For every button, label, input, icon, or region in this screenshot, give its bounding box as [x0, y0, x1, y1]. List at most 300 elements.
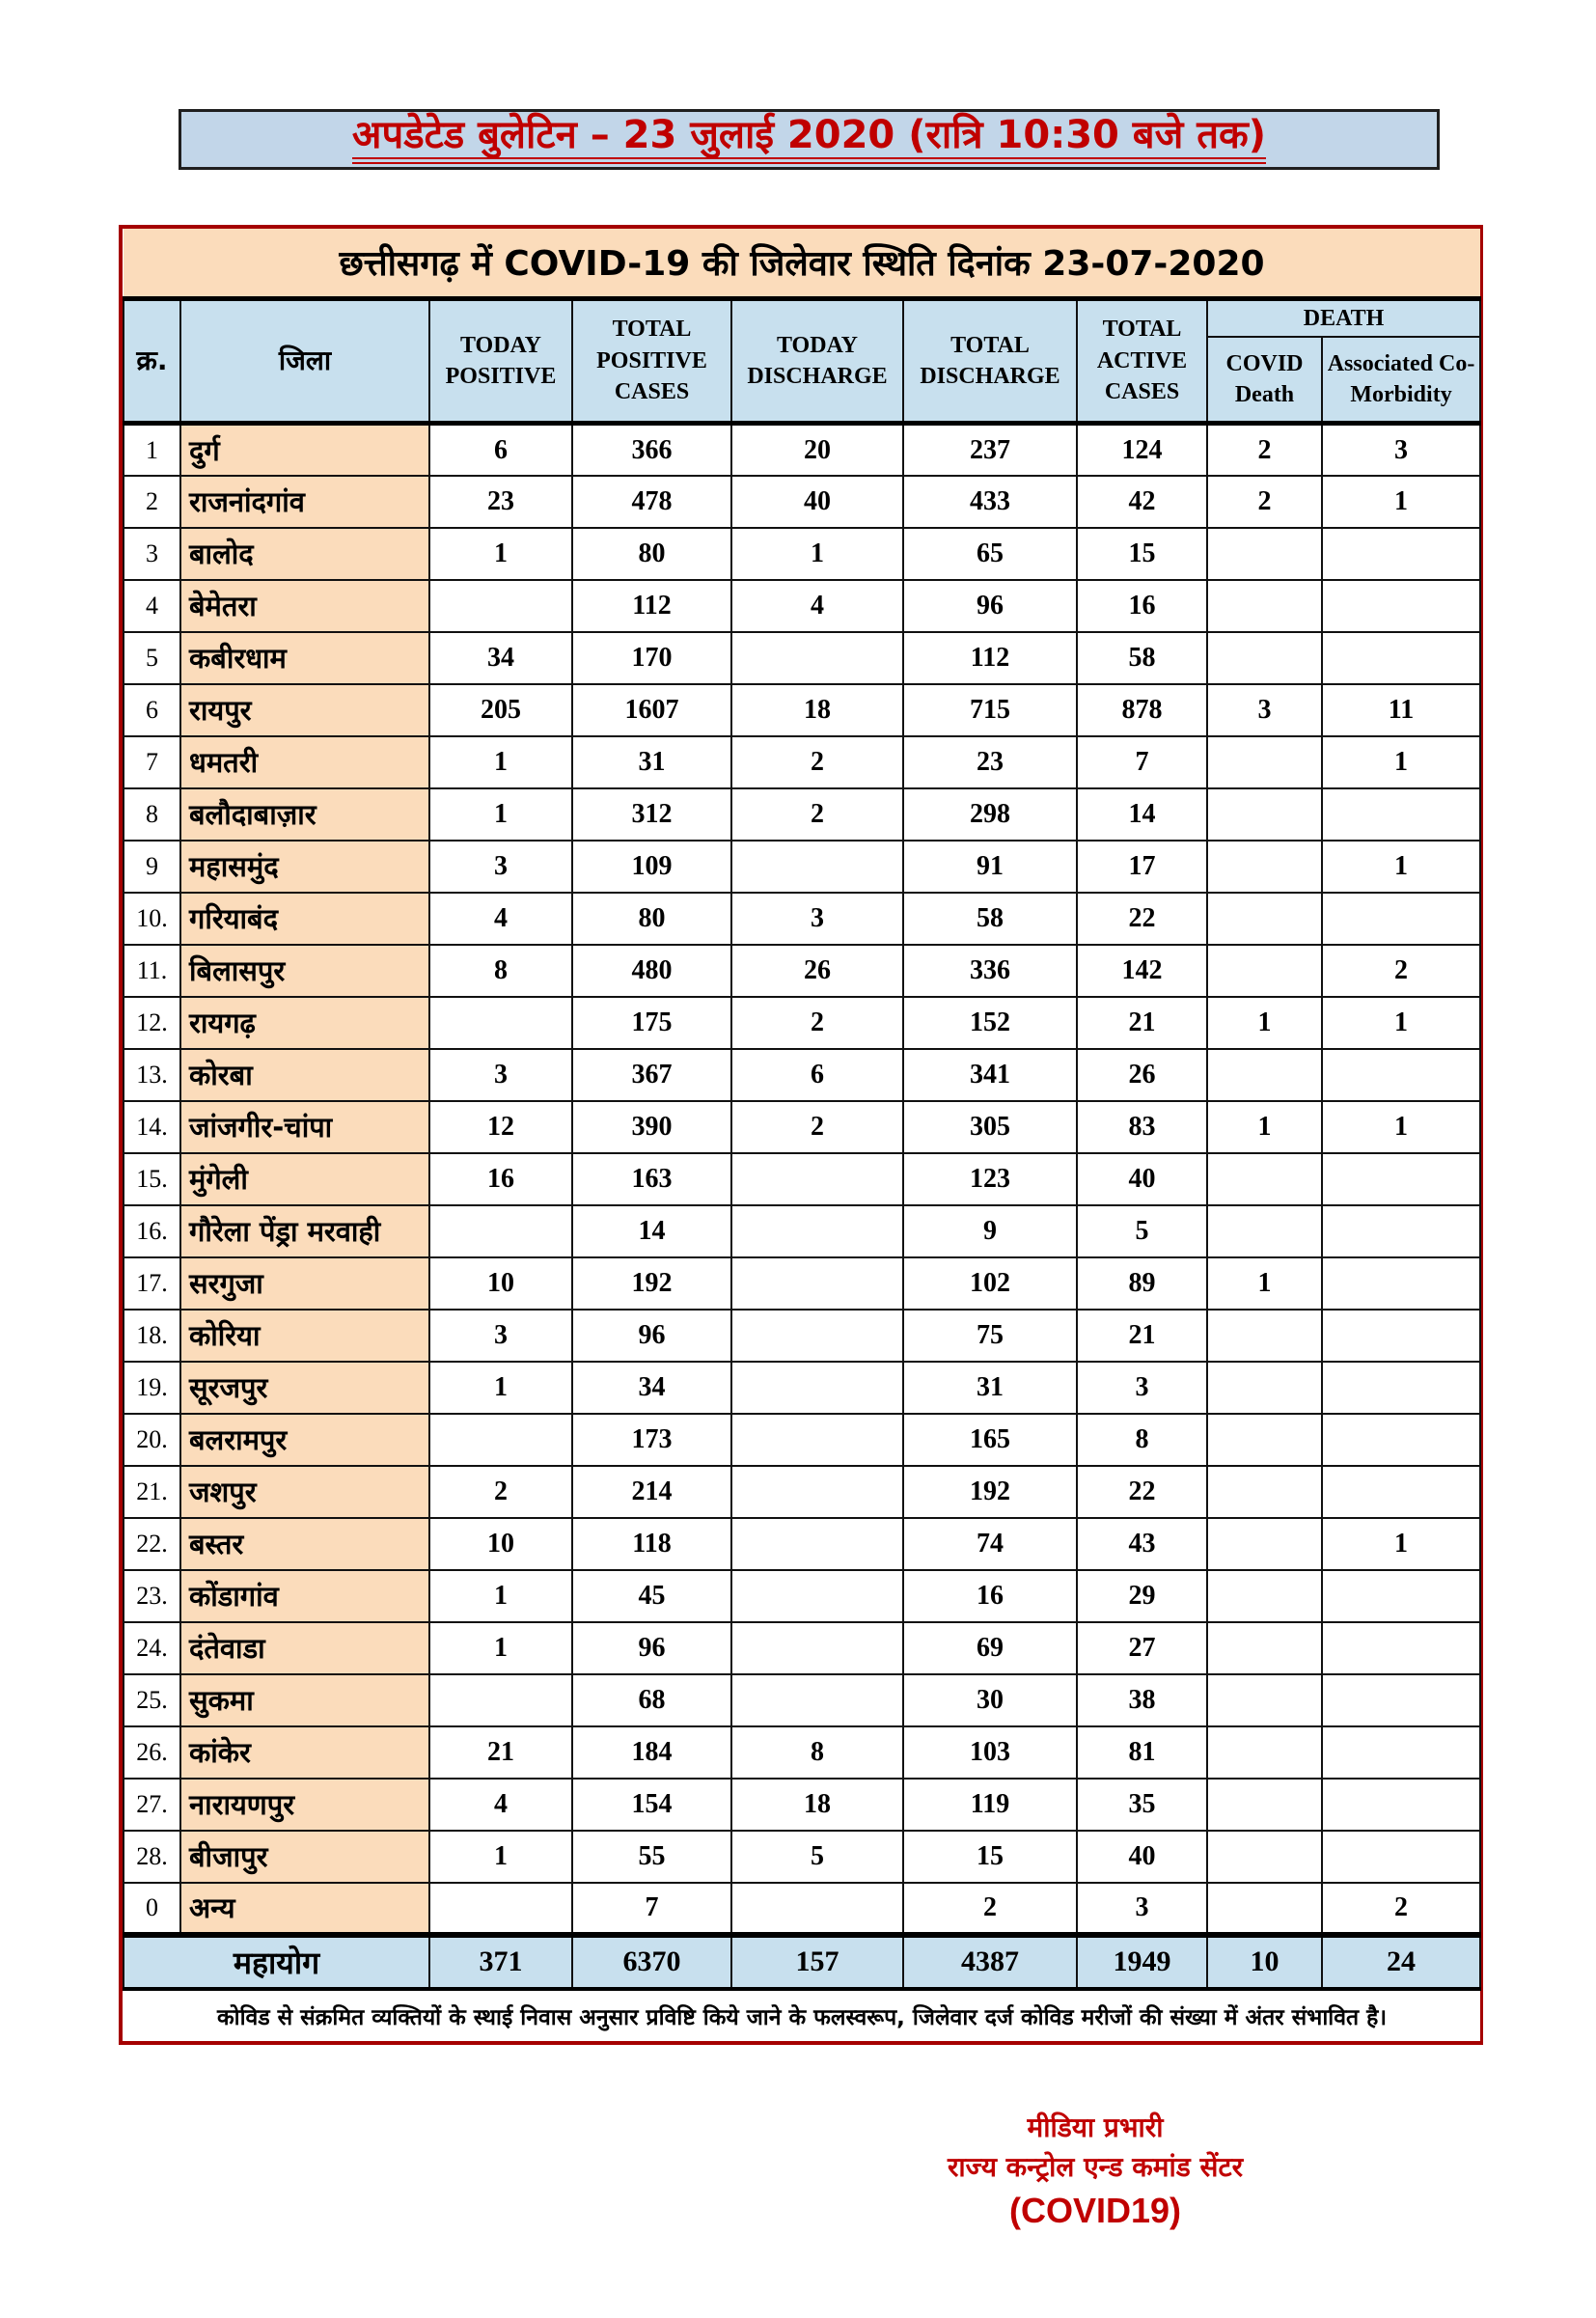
signature-line-1: मीडिया प्रभारी	[1027, 2111, 1164, 2143]
value-cell: 1	[429, 1622, 572, 1674]
value-cell: 68	[572, 1674, 731, 1726]
serial-cell: 21.	[124, 1466, 180, 1518]
value-cell: 7	[572, 1883, 731, 1935]
value-cell: 1	[1322, 841, 1480, 893]
value-cell: 1	[429, 788, 572, 841]
value-cell: 96	[903, 580, 1077, 632]
value-cell	[1207, 1726, 1322, 1779]
total-value: 157	[731, 1935, 903, 1989]
signature-line-2: राज्य कन्ट्रोल एन्ड कमांड सेंटर	[947, 2150, 1244, 2183]
value-cell: 1	[429, 528, 572, 580]
table-row	[124, 997, 1480, 1049]
value-cell: 3	[1207, 684, 1322, 736]
serial-cell: 11.	[124, 945, 180, 997]
value-cell	[1207, 1622, 1322, 1674]
value-cell: 8	[731, 1726, 903, 1779]
table-row	[124, 1362, 1480, 1414]
value-cell	[731, 1518, 903, 1570]
serial-cell: 23.	[124, 1570, 180, 1622]
value-cell: 154	[572, 1779, 731, 1831]
value-cell: 163	[572, 1153, 731, 1205]
value-cell	[731, 1153, 903, 1205]
value-cell: 58	[903, 893, 1077, 945]
value-cell: 3	[1077, 1362, 1207, 1414]
value-cell	[731, 1883, 903, 1935]
value-cell: 21	[1077, 1310, 1207, 1362]
value-cell: 83	[1077, 1101, 1207, 1153]
value-cell: 3	[429, 1310, 572, 1362]
value-cell: 23	[903, 736, 1077, 788]
col-total-positive: TOTAL POSITIVE CASES	[572, 298, 731, 424]
value-cell: 478	[572, 476, 731, 528]
value-cell: 124	[1077, 424, 1207, 476]
table-row	[124, 1153, 1480, 1205]
value-cell: 4	[429, 1779, 572, 1831]
table-heading-row	[124, 229, 1480, 298]
table-row	[124, 1414, 1480, 1466]
value-cell: 390	[572, 1101, 731, 1153]
value-cell: 91	[903, 841, 1077, 893]
value-cell: 1	[1322, 476, 1480, 528]
value-cell	[1322, 1570, 1480, 1622]
value-cell	[1207, 1049, 1322, 1101]
value-cell: 103	[903, 1726, 1077, 1779]
value-cell: 34	[429, 632, 572, 684]
district-cell: रायपुर	[180, 684, 429, 736]
serial-cell: 12.	[124, 997, 180, 1049]
value-cell	[1207, 1570, 1322, 1622]
district-cell: बलौदाबाज़ार	[180, 788, 429, 841]
value-cell	[1322, 1779, 1480, 1831]
district-cell: बेमेतरा	[180, 580, 429, 632]
value-cell	[1207, 893, 1322, 945]
value-cell: 1	[1207, 997, 1322, 1049]
serial-cell: 1	[124, 424, 180, 476]
table-row	[124, 945, 1480, 997]
col-total-active: TOTAL ACTIVE CASES	[1077, 298, 1207, 424]
value-cell	[731, 1622, 903, 1674]
district-cell: राजनांदगांव	[180, 476, 429, 528]
total-value: 24	[1322, 1935, 1480, 1989]
value-cell	[429, 1205, 572, 1257]
value-cell: 14	[1077, 788, 1207, 841]
value-cell: 192	[903, 1466, 1077, 1518]
value-cell	[1207, 1362, 1322, 1414]
table-row	[124, 1518, 1480, 1570]
serial-cell: 22.	[124, 1518, 180, 1570]
table-row	[124, 476, 1480, 528]
value-cell: 65	[903, 528, 1077, 580]
value-cell	[1322, 1362, 1480, 1414]
table-row	[124, 424, 1480, 476]
value-cell: 96	[572, 1622, 731, 1674]
value-cell: 205	[429, 684, 572, 736]
value-cell: 10	[429, 1518, 572, 1570]
value-cell: 16	[1077, 580, 1207, 632]
serial-cell: 19.	[124, 1362, 180, 1414]
district-cell: बिलासपुर	[180, 945, 429, 997]
serial-cell: 7	[124, 736, 180, 788]
table-row	[124, 528, 1480, 580]
value-cell	[1207, 1831, 1322, 1883]
value-cell: 341	[903, 1049, 1077, 1101]
value-cell: 2	[731, 788, 903, 841]
value-cell	[1207, 580, 1322, 632]
value-cell	[1322, 1257, 1480, 1310]
value-cell: 152	[903, 997, 1077, 1049]
value-cell: 6	[429, 424, 572, 476]
value-cell: 42	[1077, 476, 1207, 528]
value-cell: 21	[1077, 997, 1207, 1049]
value-cell: 26	[1077, 1049, 1207, 1101]
table-row	[124, 1674, 1480, 1726]
serial-cell: 5	[124, 632, 180, 684]
table-row	[124, 1726, 1480, 1779]
value-cell	[1322, 1205, 1480, 1257]
col-comorbidity: Associated Co-Morbidity	[1322, 337, 1480, 424]
value-cell: 29	[1077, 1570, 1207, 1622]
value-cell: 10	[429, 1257, 572, 1310]
value-cell: 1	[1322, 736, 1480, 788]
value-cell: 96	[572, 1310, 731, 1362]
table-row	[124, 684, 1480, 736]
value-cell: 69	[903, 1622, 1077, 1674]
serial-cell: 15.	[124, 1153, 180, 1205]
value-cell: 2	[1207, 424, 1322, 476]
value-cell: 40	[731, 476, 903, 528]
district-cell: गरियाबंद	[180, 893, 429, 945]
value-cell: 1	[429, 736, 572, 788]
value-cell	[1322, 1153, 1480, 1205]
value-cell: 480	[572, 945, 731, 997]
table-row	[124, 1779, 1480, 1831]
value-cell: 12	[429, 1101, 572, 1153]
serial-cell: 9	[124, 841, 180, 893]
value-cell: 81	[1077, 1726, 1207, 1779]
value-cell	[1207, 736, 1322, 788]
value-cell: 80	[572, 893, 731, 945]
value-cell: 23	[429, 476, 572, 528]
value-cell: 336	[903, 945, 1077, 997]
table-row	[124, 893, 1480, 945]
serial-cell: 14.	[124, 1101, 180, 1153]
value-cell	[429, 1883, 572, 1935]
value-cell	[731, 841, 903, 893]
value-cell: 2	[731, 997, 903, 1049]
value-cell: 366	[572, 424, 731, 476]
serial-cell: 6	[124, 684, 180, 736]
district-cell: धमतरी	[180, 736, 429, 788]
value-cell: 298	[903, 788, 1077, 841]
value-cell	[731, 1310, 903, 1362]
value-cell: 4	[429, 893, 572, 945]
value-cell: 27	[1077, 1622, 1207, 1674]
district-cell: बालोद	[180, 528, 429, 580]
value-cell: 1	[429, 1362, 572, 1414]
total-row	[124, 1935, 1480, 1989]
value-cell: 184	[572, 1726, 731, 1779]
total-value: 4387	[903, 1935, 1077, 1989]
district-cell: कांकेर	[180, 1726, 429, 1779]
value-cell	[731, 1466, 903, 1518]
value-cell: 75	[903, 1310, 1077, 1362]
serial-cell: 18.	[124, 1310, 180, 1362]
value-cell: 1	[1322, 1101, 1480, 1153]
value-cell: 26	[731, 945, 903, 997]
value-cell	[731, 1205, 903, 1257]
value-cell: 1	[1322, 1518, 1480, 1570]
table-row	[124, 1831, 1480, 1883]
total-value: 371	[429, 1935, 572, 1989]
value-cell: 31	[572, 736, 731, 788]
district-cell: बलरामपुर	[180, 1414, 429, 1466]
header-row-1	[124, 298, 1480, 337]
value-cell	[1207, 1310, 1322, 1362]
col-today-positive: TODAY POSITIVE	[429, 298, 572, 424]
total-value: 6370	[572, 1935, 731, 1989]
value-cell: 1	[731, 528, 903, 580]
value-cell	[1207, 1883, 1322, 1935]
value-cell: 15	[1077, 528, 1207, 580]
value-cell	[1322, 1622, 1480, 1674]
value-cell: 2	[1207, 476, 1322, 528]
total-value: 10	[1207, 1935, 1322, 1989]
table-row	[124, 1570, 1480, 1622]
value-cell: 16	[429, 1153, 572, 1205]
value-cell: 312	[572, 788, 731, 841]
district-cell: मुंगेली	[180, 1153, 429, 1205]
district-cell: सूरजपुर	[180, 1362, 429, 1414]
value-cell	[1207, 1518, 1322, 1570]
serial-cell: 16.	[124, 1205, 180, 1257]
value-cell: 2	[731, 1101, 903, 1153]
value-cell: 2	[1322, 1883, 1480, 1935]
value-cell: 433	[903, 476, 1077, 528]
value-cell: 4	[731, 580, 903, 632]
table-row	[124, 788, 1480, 841]
serial-cell: 26.	[124, 1726, 180, 1779]
value-cell: 237	[903, 424, 1077, 476]
district-cell: जशपुर	[180, 1466, 429, 1518]
value-cell: 38	[1077, 1674, 1207, 1726]
value-cell	[731, 1570, 903, 1622]
footnote-row	[124, 1989, 1480, 2041]
table-row	[124, 1622, 1480, 1674]
value-cell	[1207, 788, 1322, 841]
covid-district-table	[119, 225, 1483, 2045]
value-cell: 109	[572, 841, 731, 893]
value-cell: 31	[903, 1362, 1077, 1414]
value-cell: 18	[731, 684, 903, 736]
value-cell: 35	[1077, 1779, 1207, 1831]
value-cell	[429, 580, 572, 632]
value-cell: 2	[731, 736, 903, 788]
value-cell: 8	[429, 945, 572, 997]
value-cell: 3	[1322, 424, 1480, 476]
value-cell	[1207, 1779, 1322, 1831]
value-cell: 20	[731, 424, 903, 476]
signature-line-3: (COVID19)	[1008, 2191, 1182, 2231]
value-cell: 123	[903, 1153, 1077, 1205]
table-row	[124, 1049, 1480, 1101]
value-cell	[1322, 1726, 1480, 1779]
value-cell	[1207, 632, 1322, 684]
value-cell	[731, 1414, 903, 1466]
value-cell: 112	[903, 632, 1077, 684]
district-cell: रायगढ़	[180, 997, 429, 1049]
serial-cell: 27.	[124, 1779, 180, 1831]
value-cell	[1207, 1466, 1322, 1518]
value-cell	[1207, 528, 1322, 580]
serial-cell: 20.	[124, 1414, 180, 1466]
value-cell	[1322, 632, 1480, 684]
district-cell: बस्तर	[180, 1518, 429, 1570]
value-cell: 1	[1322, 997, 1480, 1049]
value-cell: 43	[1077, 1518, 1207, 1570]
serial-cell: 4	[124, 580, 180, 632]
value-cell: 175	[572, 997, 731, 1049]
value-cell: 18	[731, 1779, 903, 1831]
value-cell: 192	[572, 1257, 731, 1310]
value-cell	[731, 632, 903, 684]
bulletin-title: अपडेटेड बुलेटिन – 23 जुलाई 2020 (रात्रि 10:30 बजे तक)	[352, 116, 1266, 164]
value-cell: 305	[903, 1101, 1077, 1153]
bulletin-table	[123, 229, 1481, 2041]
value-cell: 9	[903, 1205, 1077, 1257]
col-death-group: DEATH	[1207, 298, 1480, 337]
value-cell: 214	[572, 1466, 731, 1518]
value-cell	[1322, 1466, 1480, 1518]
value-cell	[1322, 1831, 1480, 1883]
value-cell: 80	[572, 528, 731, 580]
col-serial: क्र.	[124, 298, 180, 424]
value-cell	[731, 1257, 903, 1310]
value-cell: 58	[1077, 632, 1207, 684]
value-cell: 1	[1207, 1257, 1322, 1310]
value-cell: 3	[429, 841, 572, 893]
value-cell: 3	[731, 893, 903, 945]
value-cell: 11	[1322, 684, 1480, 736]
value-cell	[1207, 1153, 1322, 1205]
district-cell: दंतेवाडा	[180, 1622, 429, 1674]
serial-cell: 17.	[124, 1257, 180, 1310]
value-cell: 715	[903, 684, 1077, 736]
value-cell: 55	[572, 1831, 731, 1883]
total-value: 1949	[1077, 1935, 1207, 1989]
district-cell: सुकमा	[180, 1674, 429, 1726]
value-cell: 5	[1077, 1205, 1207, 1257]
table-row	[124, 736, 1480, 788]
value-cell: 118	[572, 1518, 731, 1570]
value-cell	[429, 1674, 572, 1726]
value-cell	[429, 1414, 572, 1466]
table-row	[124, 580, 1480, 632]
value-cell	[1207, 1674, 1322, 1726]
district-cell: सरगुजा	[180, 1257, 429, 1310]
value-cell: 142	[1077, 945, 1207, 997]
value-cell: 40	[1077, 1153, 1207, 1205]
serial-cell: 2	[124, 476, 180, 528]
value-cell	[1207, 945, 1322, 997]
value-cell: 45	[572, 1570, 731, 1622]
value-cell: 1607	[572, 684, 731, 736]
value-cell	[429, 997, 572, 1049]
serial-cell: 13.	[124, 1049, 180, 1101]
value-cell: 16	[903, 1570, 1077, 1622]
value-cell	[731, 1362, 903, 1414]
district-cell: कोरबा	[180, 1049, 429, 1101]
value-cell: 2	[429, 1466, 572, 1518]
col-district: जिला	[180, 298, 429, 424]
total-label: महायोग	[124, 1935, 429, 1989]
value-cell	[1207, 1414, 1322, 1466]
value-cell: 22	[1077, 893, 1207, 945]
value-cell: 1	[1207, 1101, 1322, 1153]
value-cell: 6	[731, 1049, 903, 1101]
value-cell: 102	[903, 1257, 1077, 1310]
table-row	[124, 1257, 1480, 1310]
value-cell	[1322, 580, 1480, 632]
value-cell: 165	[903, 1414, 1077, 1466]
table-heading: छत्तीसगढ़ में COVID-19 की जिलेवार स्थिति दिनांक 23-07-2020	[124, 229, 1480, 298]
value-cell: 3	[429, 1049, 572, 1101]
value-cell: 17	[1077, 841, 1207, 893]
value-cell: 21	[429, 1726, 572, 1779]
district-cell: नारायणपुर	[180, 1779, 429, 1831]
table-row	[124, 841, 1480, 893]
value-cell	[1322, 1674, 1480, 1726]
serial-cell: 25.	[124, 1674, 180, 1726]
value-cell: 40	[1077, 1831, 1207, 1883]
value-cell	[1322, 788, 1480, 841]
table-body	[124, 424, 1480, 1935]
signature-block	[864, 2109, 1327, 2236]
serial-cell: 3	[124, 528, 180, 580]
serial-cell: 8	[124, 788, 180, 841]
value-cell: 170	[572, 632, 731, 684]
table-row	[124, 1883, 1480, 1935]
table-row	[124, 632, 1480, 684]
value-cell: 22	[1077, 1466, 1207, 1518]
value-cell: 74	[903, 1518, 1077, 1570]
value-cell: 2	[903, 1883, 1077, 1935]
value-cell: 1	[429, 1831, 572, 1883]
value-cell	[1207, 1205, 1322, 1257]
value-cell	[1322, 528, 1480, 580]
value-cell	[1322, 1049, 1480, 1101]
value-cell: 15	[903, 1831, 1077, 1883]
value-cell: 34	[572, 1362, 731, 1414]
serial-cell: 0	[124, 1883, 180, 1935]
serial-cell: 28.	[124, 1831, 180, 1883]
district-cell: अन्य	[180, 1883, 429, 1935]
value-cell: 878	[1077, 684, 1207, 736]
serial-cell: 10.	[124, 893, 180, 945]
value-cell	[1322, 1310, 1480, 1362]
value-cell	[1322, 893, 1480, 945]
district-cell: बीजापुर	[180, 1831, 429, 1883]
district-cell: महासमुंद	[180, 841, 429, 893]
value-cell: 367	[572, 1049, 731, 1101]
value-cell	[1322, 1414, 1480, 1466]
value-cell: 14	[572, 1205, 731, 1257]
district-cell: कोरिया	[180, 1310, 429, 1362]
district-cell: गौरेला पेंड्रा मरवाही	[180, 1205, 429, 1257]
serial-cell: 24.	[124, 1622, 180, 1674]
value-cell: 89	[1077, 1257, 1207, 1310]
col-covid-death: COVID Death	[1207, 337, 1322, 424]
table-row	[124, 1310, 1480, 1362]
